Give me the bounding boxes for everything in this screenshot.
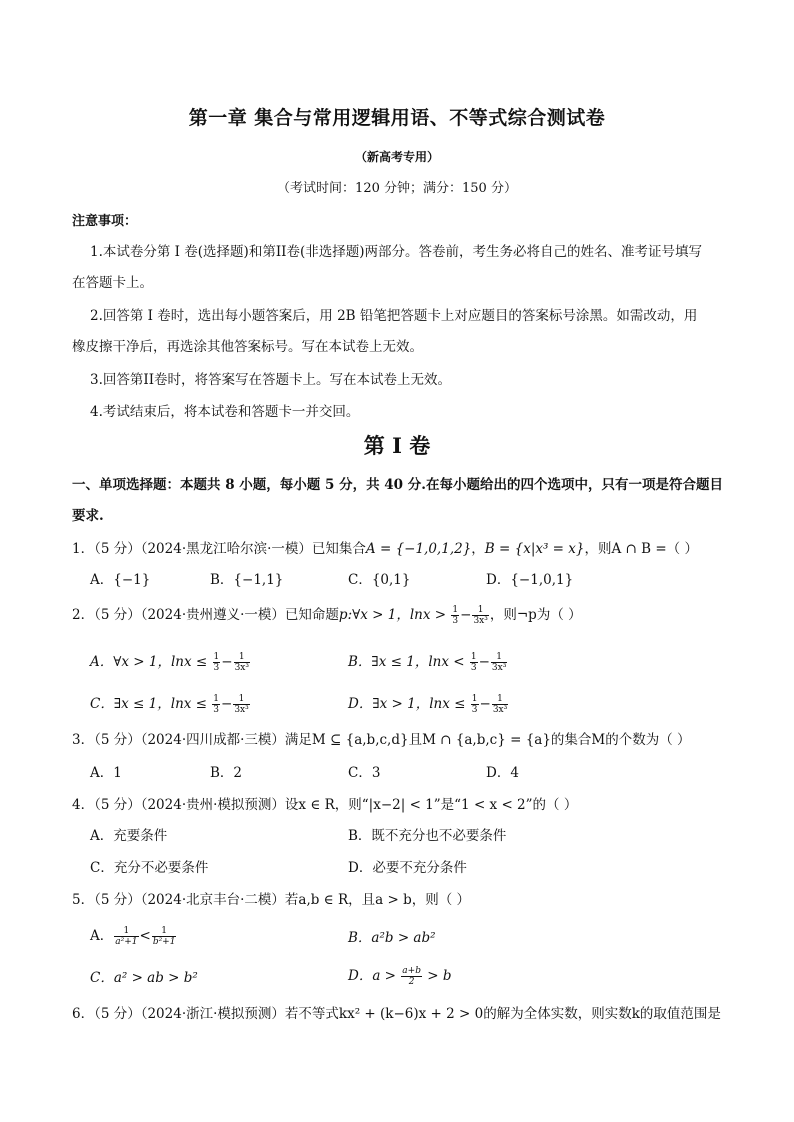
question-1-option-b: B．{−1,1} xyxy=(210,572,284,588)
question-2-option-d-fraction-2-numerator: 1 xyxy=(492,694,508,705)
question-2-ask: ，则¬p为（ ） xyxy=(489,607,582,623)
question-2-option-a-fraction-1-numerator: 1 xyxy=(213,652,220,662)
question-2-option-a-fraction-1-denominator: 3 xyxy=(213,663,220,673)
notice-item-4: 4.考试结束后，将本试卷和答题卡一并交回。 xyxy=(90,404,360,420)
question-1-option-c: C．{0,1} xyxy=(348,572,411,588)
question-3-option-c: C．3 xyxy=(348,765,381,781)
question-5-option-a-fraction-2 xyxy=(152,926,177,947)
question-2-option-a xyxy=(90,650,251,673)
question-2-option-d-fraction-1-numerator: 1 xyxy=(471,694,478,704)
question-2-fraction-2-denominator: 3x³ xyxy=(473,616,488,626)
question-2-option-d-fraction-1 xyxy=(471,694,479,715)
question-2-fraction-2-numerator: 1 xyxy=(472,605,488,616)
question-1 xyxy=(72,537,698,557)
exam-info: （考试时间：120 分钟；满分：150 分） xyxy=(277,181,517,196)
question-2-option-d-fraction-2 xyxy=(492,694,508,715)
question-5-option-d-fraction xyxy=(401,966,422,987)
question-2-fraction-1 xyxy=(451,605,459,626)
question-2-option-c-text: C．∃x ≤ 1，lnx ≤ xyxy=(90,696,207,712)
question-2-fraction-2 xyxy=(472,605,488,626)
question-2-option-c-fraction-1-denominator: 3 xyxy=(213,705,220,715)
question-1-separator: ， xyxy=(471,541,485,557)
question-4-stem: 4．（5 分）（2024·贵州·模拟预测）设x ∈ R，则“|x−2| < 1”是“1 < x < 2”的（ ） xyxy=(72,797,578,813)
question-5-option-a-fraction-1-denominator: a²+1 xyxy=(115,937,138,947)
question-2-option-b-fraction-2-denominator: 3x³ xyxy=(491,663,507,673)
question-6-stem: 6．（5 分）（2024·浙江·模拟预测）若不等式kx² + (k−6)x + 2 > 0的解为全体实数，则实数k的取值范围是 xyxy=(72,1006,721,1022)
question-2-fraction-1-denominator: 3 xyxy=(452,616,459,626)
question-5-option-a-fraction-1 xyxy=(114,926,138,947)
question-5-option-a-fraction-2-numerator: 1 xyxy=(152,926,177,937)
question-4-option-d: D．必要不充分条件 xyxy=(348,860,467,876)
question-2-option-b-fraction-1-numerator: 1 xyxy=(470,652,477,662)
question-2-fraction-1-numerator: 1 xyxy=(452,605,459,615)
section-heading-line-2: 要求. xyxy=(72,508,104,524)
question-5-option-d-fraction-numerator: a+b xyxy=(402,966,421,976)
question-2-option-b-text: B．∃x ≤ 1，lnx < xyxy=(348,654,465,670)
question-5-option-a-fraction-1-numerator: 1 xyxy=(114,926,138,937)
question-3-option-d: D．4 xyxy=(486,765,519,781)
question-2-stem: 2．（5 分）（2024·贵州遵义·一模）已知命题 xyxy=(72,607,339,623)
question-2-option-c-fraction-1 xyxy=(212,694,220,715)
question-2-option-b-fraction-2 xyxy=(491,652,507,673)
question-4-option-c: C．充分不必要条件 xyxy=(90,860,209,876)
question-2-option-b-fraction-1 xyxy=(470,652,478,673)
question-2-option-a-fraction-2-numerator: 1 xyxy=(234,652,250,663)
notice-item-1-line-1: 1.本试卷分第 I 卷(选择题)和第II卷(非选择题)两部分。答卷前，考生务必将自己的姓名、准考证号填写 xyxy=(90,244,703,260)
question-2-option-d-minus: − xyxy=(479,696,491,712)
question-2-option-d-fraction-1-denominator: 3 xyxy=(471,705,478,715)
question-2-option-d xyxy=(348,692,509,715)
question-2-option-c-fraction-1-numerator: 1 xyxy=(213,694,220,704)
question-1-set-b: B = {x|x³ = x} xyxy=(484,541,585,557)
question-5-option-d xyxy=(348,964,452,987)
question-2-option-c-minus: − xyxy=(221,696,233,712)
question-5-option-d-post: > b xyxy=(427,968,452,984)
section-title: 第 I 卷 xyxy=(363,433,431,458)
question-2-option-d-text: D．∃x > 1，lnx ≤ xyxy=(348,696,466,712)
question-3-stem: 3．（5 分）（2024·四川成都·三模）满足M ⊆ {a,b,c,d}且M ∩ {a,b,c} = {a}的集合M的个数为（ ） xyxy=(72,732,691,748)
notice-item-2-line-1: 2.回答第 I 卷时，选出每小题答案后，用 2B 铅笔把答题卡上对应题目的答案标号涂黑。如需改动，用 xyxy=(90,308,698,324)
question-5-option-a-fraction-2-denominator: b²+1 xyxy=(152,937,176,947)
page-title: 第一章 集合与常用逻辑用语、不等式综合测试卷 xyxy=(188,107,606,129)
question-2-option-b-minus: − xyxy=(478,654,490,670)
notice-item-3: 3.回答第II卷时，将答案写在答题卡上。写在本试卷上无效。 xyxy=(90,372,452,388)
question-2-option-c-fraction-2-denominator: 3x³ xyxy=(234,705,249,715)
question-1-stem: 1．（5 分）（2024·黑龙江哈尔滨·一模）已知集合 xyxy=(72,541,366,557)
question-2 xyxy=(72,603,582,626)
question-5-stem: 5．（5 分）（2024·北京丰台·二模）若a,b ∈ R，且a > b，则（ ） xyxy=(72,892,471,908)
question-2-option-a-fraction-2 xyxy=(234,652,250,673)
notice-title: 注意事项： xyxy=(72,214,138,229)
question-2-option-c xyxy=(90,692,251,715)
page-subtitle: （新高考专用） xyxy=(354,150,439,164)
question-3-option-a: A．1 xyxy=(90,765,122,781)
question-5-option-d-text: D．a > xyxy=(348,968,396,984)
question-1-set-a: A = {−1,0,1,2} xyxy=(365,541,472,557)
question-2-proposition: p:∀x > 1，lnx > xyxy=(338,607,447,623)
question-2-option-a-fraction-1 xyxy=(213,652,221,673)
question-4-option-b: B．既不充分也不必要条件 xyxy=(348,828,507,844)
question-1-option-d: D．{−1,0,1} xyxy=(486,572,574,588)
question-5-option-a xyxy=(90,924,177,947)
question-2-option-a-fraction-2-denominator: 3x³ xyxy=(234,663,249,673)
question-2-option-c-fraction-2-numerator: 1 xyxy=(233,694,249,705)
question-3-option-b: B．2 xyxy=(210,765,243,781)
section-heading-line-1: 一、单项选择题：本题共 8 小题，每小题 5 分，共 40 分.在每小题给出的四个选项中，只有一项是符合题目 xyxy=(72,477,723,493)
question-5-option-b: B．a²b > ab² xyxy=(348,930,436,946)
question-2-option-b xyxy=(348,650,508,673)
notice-item-2-line-2: 橡皮擦干净后，再选涂其他答案标号。写在本试卷上无效。 xyxy=(72,339,423,355)
question-5-option-a-relation: < xyxy=(139,928,151,944)
question-4-option-a: A．充要条件 xyxy=(90,828,168,844)
question-2-minus: − xyxy=(460,607,472,623)
question-1-option-a: A．{−1} xyxy=(90,572,151,588)
question-1-ask: ，则A ∩ B =（ ） xyxy=(584,541,698,557)
notice-item-1-line-2: 在答题卡上。 xyxy=(72,275,153,291)
question-2-option-a-text: A．∀x > 1，lnx ≤ xyxy=(90,654,208,670)
question-5-option-c: C．a² > ab > b² xyxy=(90,970,198,986)
question-2-option-c-fraction-2 xyxy=(233,694,249,715)
question-2-option-d-fraction-2-denominator: 3x³ xyxy=(492,705,508,715)
question-2-option-b-fraction-2-numerator: 1 xyxy=(491,652,507,663)
question-2-option-a-minus: − xyxy=(221,654,233,670)
question-5-option-d-fraction-denominator: 2 xyxy=(408,977,415,987)
question-5-option-a-label: A． xyxy=(90,928,114,944)
question-2-option-b-fraction-1-denominator: 3 xyxy=(470,663,477,673)
